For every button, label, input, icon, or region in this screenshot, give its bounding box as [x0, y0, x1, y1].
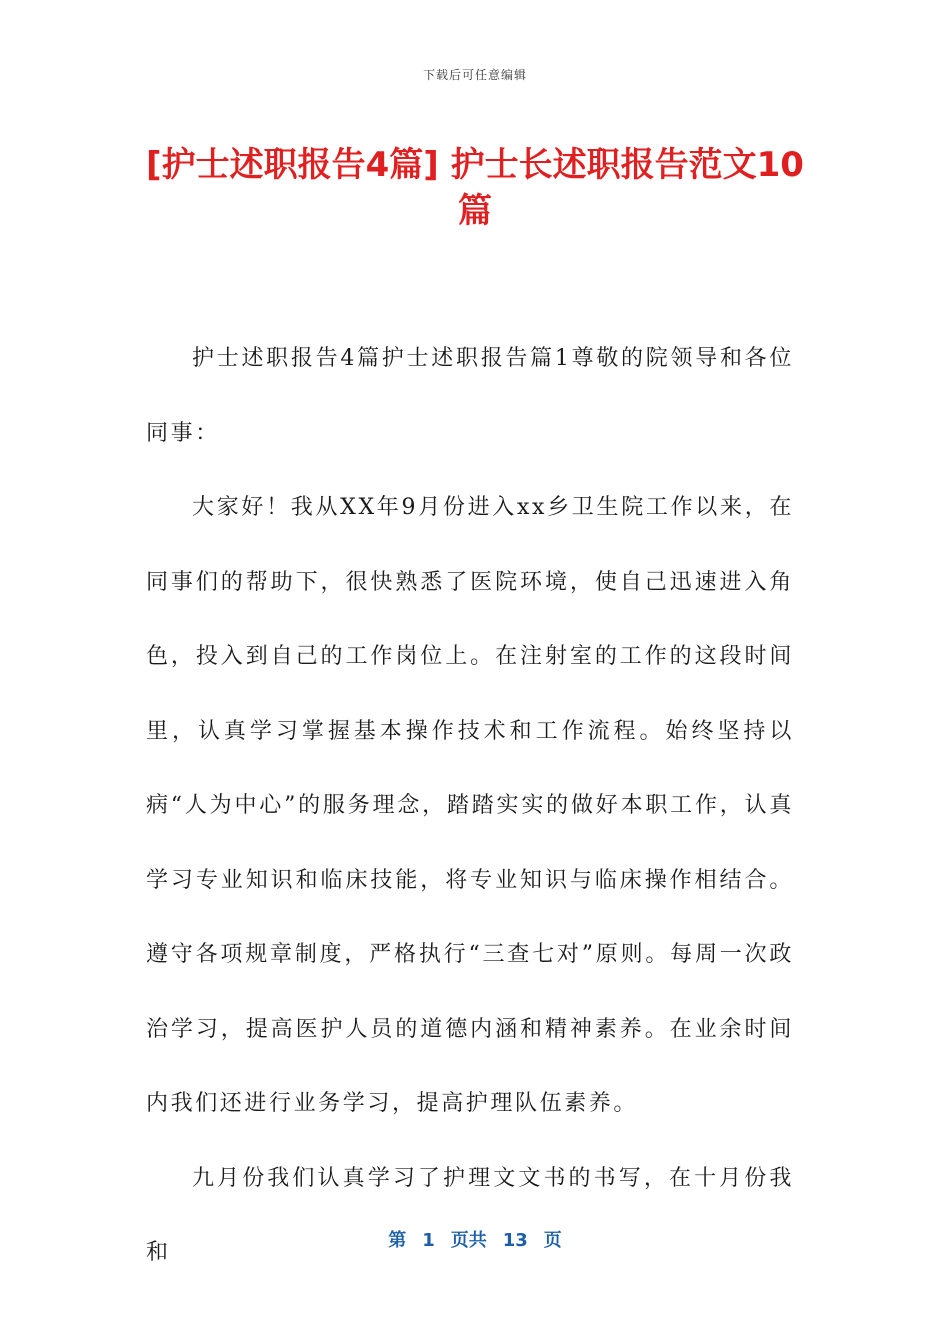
footer-label-page: 第 — [388, 1230, 407, 1251]
paragraph-1: 护士述职报告4篇护士述职报告篇1尊敬的院领导和各位同事： — [146, 346, 794, 446]
footer-total-pages: 13 — [502, 1230, 528, 1251]
page-footer — [0, 1226, 950, 1252]
footer-label-of: 页共 — [450, 1230, 487, 1251]
footer-label-end: 页 — [543, 1230, 562, 1251]
footer-current-page: 1 — [422, 1230, 435, 1251]
header-note: 下载后可任意编辑 — [422, 68, 527, 82]
paragraph-3: 九月份我们认真学习了护理文文书的书写，在十月份我和 — [146, 1165, 794, 1265]
document-title: [护士述职报告4篇] 护士长述职报告范文10篇 — [146, 145, 804, 231]
document-body — [146, 322, 794, 1291]
paragraph-2: 大家好！我从XX年9月份进入xx乡卫生院工作以来，在同事们的帮助下，很快熟悉了医院环境，使自己迅速进入角色，投入到自己的工作岗位上。在注射室的工作的这段时间里，认真学习掌握基本操作技术和工作流程。始终坚持以病“人为中心”的服务理念，踏踏实实的做好本职工作，认真学习专业知识和临床技能，将专业知识与临床操作相结合。遵守各项规章制度，严格执行“三查七对”原则。每周一次政治学习，提高医护人员的道德内涵和精神素养。在业余时间内我们还进行业务学习，提高护理队伍素养。 — [146, 495, 794, 1116]
